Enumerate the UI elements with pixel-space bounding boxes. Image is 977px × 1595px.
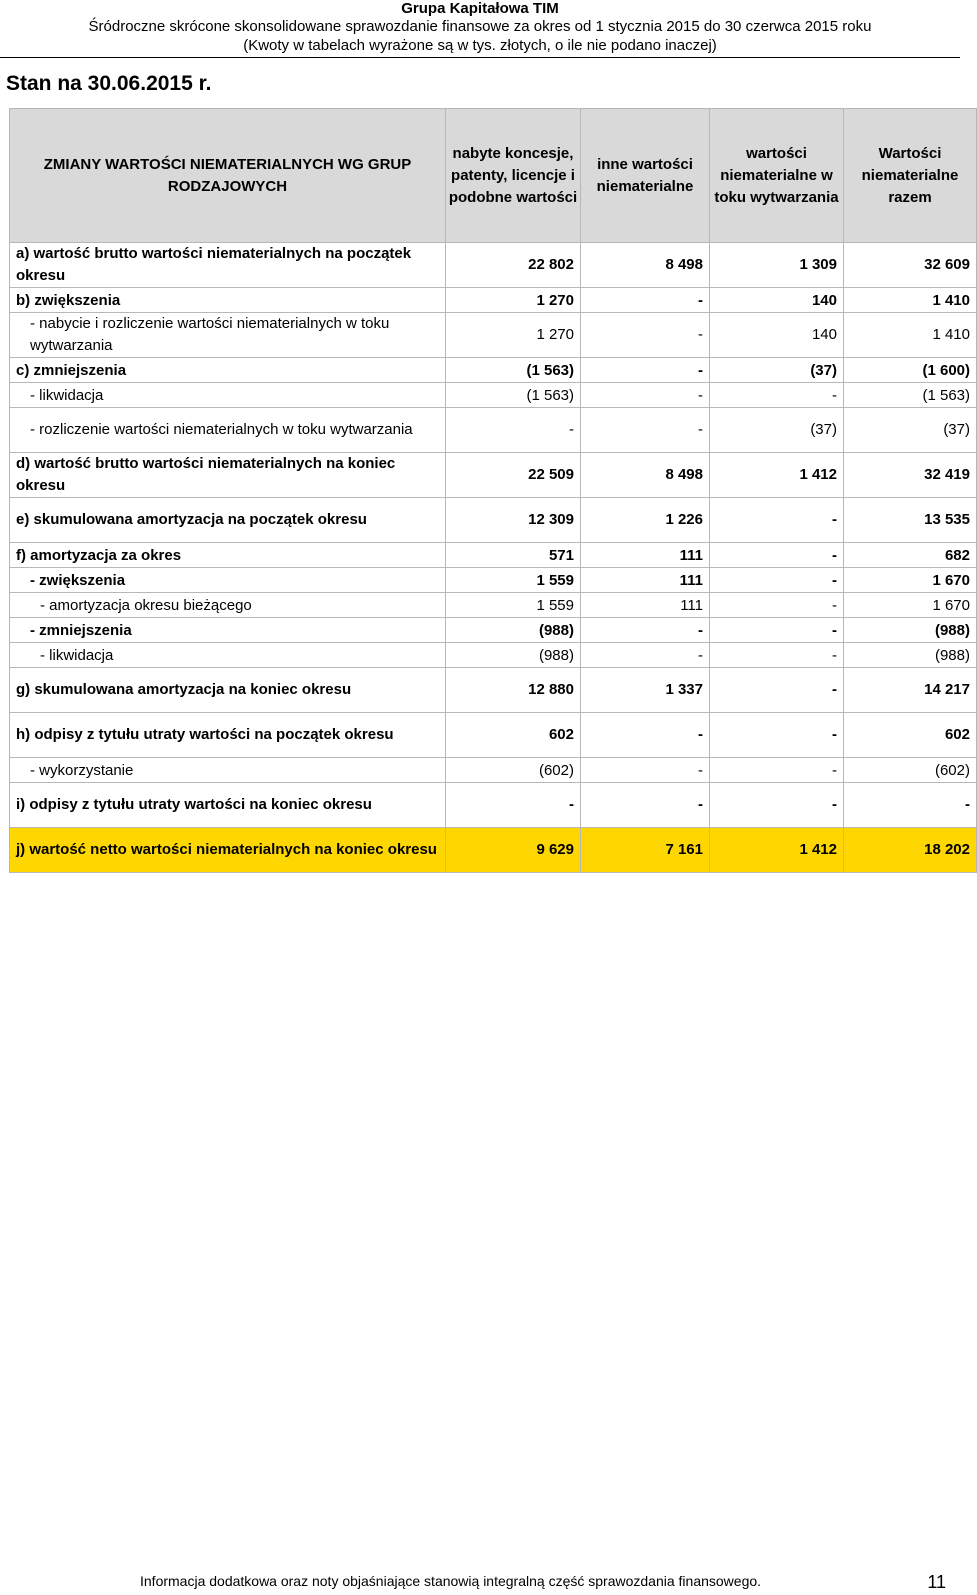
cell-total: 1 410 bbox=[844, 288, 977, 313]
table-row bbox=[10, 668, 977, 713]
cell-total: 682 bbox=[844, 543, 977, 568]
cell-licenses: 1 559 bbox=[446, 593, 581, 618]
cell-in-progress: - bbox=[710, 643, 844, 668]
section-date-heading: Stan na 30.06.2015 r. bbox=[6, 72, 212, 95]
column-header-total: Wartości niematerialne razem bbox=[844, 109, 977, 243]
cell-in-progress: (37) bbox=[710, 358, 844, 383]
table-row-highlighted bbox=[10, 828, 977, 873]
cell-in-progress: 1 412 bbox=[710, 453, 844, 498]
table-row bbox=[10, 543, 977, 568]
cell-in-progress: - bbox=[710, 568, 844, 593]
row-label: - wykorzystanie bbox=[10, 758, 446, 783]
row-label: - amortyzacja okresu bieżącego bbox=[10, 593, 446, 618]
cell-total: (988) bbox=[844, 643, 977, 668]
cell-in-progress: 1 309 bbox=[710, 243, 844, 288]
row-label: - zmniejszenia bbox=[10, 618, 446, 643]
row-label: - zwiększenia bbox=[10, 568, 446, 593]
cell-licenses: (602) bbox=[446, 758, 581, 783]
cell-other: - bbox=[581, 313, 710, 358]
row-label: c) zmniejszenia bbox=[10, 358, 446, 383]
cell-in-progress: - bbox=[710, 783, 844, 828]
row-label: - rozliczenie wartości niematerialnych w toku wytwarzania bbox=[10, 408, 446, 453]
table-row bbox=[10, 498, 977, 543]
table-row bbox=[10, 758, 977, 783]
cell-licenses: (988) bbox=[446, 643, 581, 668]
cell-other: 8 498 bbox=[581, 453, 710, 498]
row-label: h) odpisy z tytułu utraty wartości na początek okresu bbox=[10, 713, 446, 758]
row-label: i) odpisy z tytułu utraty wartości na koniec okresu bbox=[10, 783, 446, 828]
cell-in-progress: (37) bbox=[710, 408, 844, 453]
cell-other: - bbox=[581, 358, 710, 383]
cell-licenses: 9 629 bbox=[446, 828, 581, 873]
cell-other: 111 bbox=[581, 568, 710, 593]
table-row bbox=[10, 243, 977, 288]
cell-total: 32 419 bbox=[844, 453, 977, 498]
cell-total: (1 600) bbox=[844, 358, 977, 383]
table-row bbox=[10, 713, 977, 758]
cell-total: (37) bbox=[844, 408, 977, 453]
column-header-in-progress: wartości niematerialne w toku wytwarzania bbox=[710, 109, 844, 243]
cell-licenses: 1 559 bbox=[446, 568, 581, 593]
cell-total: 1 410 bbox=[844, 313, 977, 358]
cell-in-progress: 140 bbox=[710, 313, 844, 358]
column-header-licenses: nabyte koncesje, patenty, licencje i podobne wartości bbox=[446, 109, 581, 243]
cell-in-progress: - bbox=[710, 668, 844, 713]
cell-total: 1 670 bbox=[844, 568, 977, 593]
cell-licenses: 571 bbox=[446, 543, 581, 568]
cell-total: 1 670 bbox=[844, 593, 977, 618]
row-label: - likwidacja bbox=[10, 643, 446, 668]
table-row bbox=[10, 313, 977, 358]
company-name: Grupa Kapitałowa TIM bbox=[401, 0, 559, 17]
cell-in-progress: - bbox=[710, 618, 844, 643]
report-subtitle: Śródroczne skrócone skonsolidowane sprawozdanie finansowe za okres od 1 stycznia 2015 do 30 czerwca 2015 roku bbox=[88, 18, 872, 35]
cell-licenses: - bbox=[446, 408, 581, 453]
table-row bbox=[10, 643, 977, 668]
row-label: a) wartość brutto wartości niematerialnych na początek okresu bbox=[10, 243, 446, 288]
cell-total: 14 217 bbox=[844, 668, 977, 713]
cell-in-progress: - bbox=[710, 383, 844, 408]
cell-total: 18 202 bbox=[844, 828, 977, 873]
cell-in-progress: - bbox=[710, 543, 844, 568]
cell-in-progress: 140 bbox=[710, 288, 844, 313]
cell-licenses: (1 563) bbox=[446, 358, 581, 383]
cell-in-progress: - bbox=[710, 713, 844, 758]
cell-licenses: (1 563) bbox=[446, 383, 581, 408]
row-label: e) skumulowana amortyzacja na początek okresu bbox=[10, 498, 446, 543]
cell-total: 32 609 bbox=[844, 243, 977, 288]
cell-in-progress: 1 412 bbox=[710, 828, 844, 873]
table-row bbox=[10, 593, 977, 618]
cell-total: (1 563) bbox=[844, 383, 977, 408]
cell-other: - bbox=[581, 758, 710, 783]
table-row bbox=[10, 783, 977, 828]
cell-other: 1 226 bbox=[581, 498, 710, 543]
cell-licenses: 1 270 bbox=[446, 313, 581, 358]
cell-other: - bbox=[581, 408, 710, 453]
header-divider bbox=[0, 57, 960, 58]
cell-in-progress: - bbox=[710, 498, 844, 543]
cell-total: (602) bbox=[844, 758, 977, 783]
row-label: d) wartość brutto wartości niematerialnych na koniec okresu bbox=[10, 453, 446, 498]
table-row bbox=[10, 618, 977, 643]
cell-other: 8 498 bbox=[581, 243, 710, 288]
row-label: f) amortyzacja za okres bbox=[10, 543, 446, 568]
units-note: (Kwoty w tabelach wyrażone są w tys. złotych, o ile nie podano inaczej) bbox=[243, 37, 717, 54]
cell-licenses: 602 bbox=[446, 713, 581, 758]
table-row bbox=[10, 358, 977, 383]
cell-other: - bbox=[581, 288, 710, 313]
cell-other: - bbox=[581, 618, 710, 643]
cell-other: 7 161 bbox=[581, 828, 710, 873]
cell-total: - bbox=[844, 783, 977, 828]
row-label: - nabycie i rozliczenie wartości niematerialnych w toku wytwarzania bbox=[10, 313, 446, 358]
cell-other: 111 bbox=[581, 543, 710, 568]
cell-other: - bbox=[581, 783, 710, 828]
cell-licenses: 12 309 bbox=[446, 498, 581, 543]
intangible-assets-table bbox=[9, 108, 977, 873]
column-header-other: inne wartości niematerialne bbox=[581, 109, 710, 243]
cell-other: - bbox=[581, 713, 710, 758]
cell-other: - bbox=[581, 643, 710, 668]
table-row bbox=[10, 383, 977, 408]
row-label: g) skumulowana amortyzacja na koniec okresu bbox=[10, 668, 446, 713]
row-label: - likwidacja bbox=[10, 383, 446, 408]
cell-other: 1 337 bbox=[581, 668, 710, 713]
cell-in-progress: - bbox=[710, 593, 844, 618]
cell-licenses: 22 802 bbox=[446, 243, 581, 288]
cell-licenses: (988) bbox=[446, 618, 581, 643]
cell-other: - bbox=[581, 383, 710, 408]
table-header-row bbox=[10, 109, 977, 243]
cell-licenses: 1 270 bbox=[446, 288, 581, 313]
cell-other: 111 bbox=[581, 593, 710, 618]
table-row bbox=[10, 568, 977, 593]
cell-total: 13 535 bbox=[844, 498, 977, 543]
row-label: b) zwiększenia bbox=[10, 288, 446, 313]
cell-licenses: 12 880 bbox=[446, 668, 581, 713]
cell-licenses: - bbox=[446, 783, 581, 828]
cell-total: 602 bbox=[844, 713, 977, 758]
table-row bbox=[10, 453, 977, 498]
row-label: j) wartość netto wartości niematerialnych na koniec okresu bbox=[10, 828, 446, 873]
page-number: 11 bbox=[927, 1572, 946, 1592]
footer-note: Informacja dodatkowa oraz noty objaśniające stanowią integralną część sprawozdania finansowego. bbox=[140, 1573, 762, 1589]
cell-licenses: 22 509 bbox=[446, 453, 581, 498]
cell-total: (988) bbox=[844, 618, 977, 643]
column-header-category: ZMIANY WARTOŚCI NIEMATERIALNYCH WG GRUP RODZAJOWYCH bbox=[10, 109, 446, 243]
table-row bbox=[10, 288, 977, 313]
table-row bbox=[10, 408, 977, 453]
cell-in-progress: - bbox=[710, 758, 844, 783]
